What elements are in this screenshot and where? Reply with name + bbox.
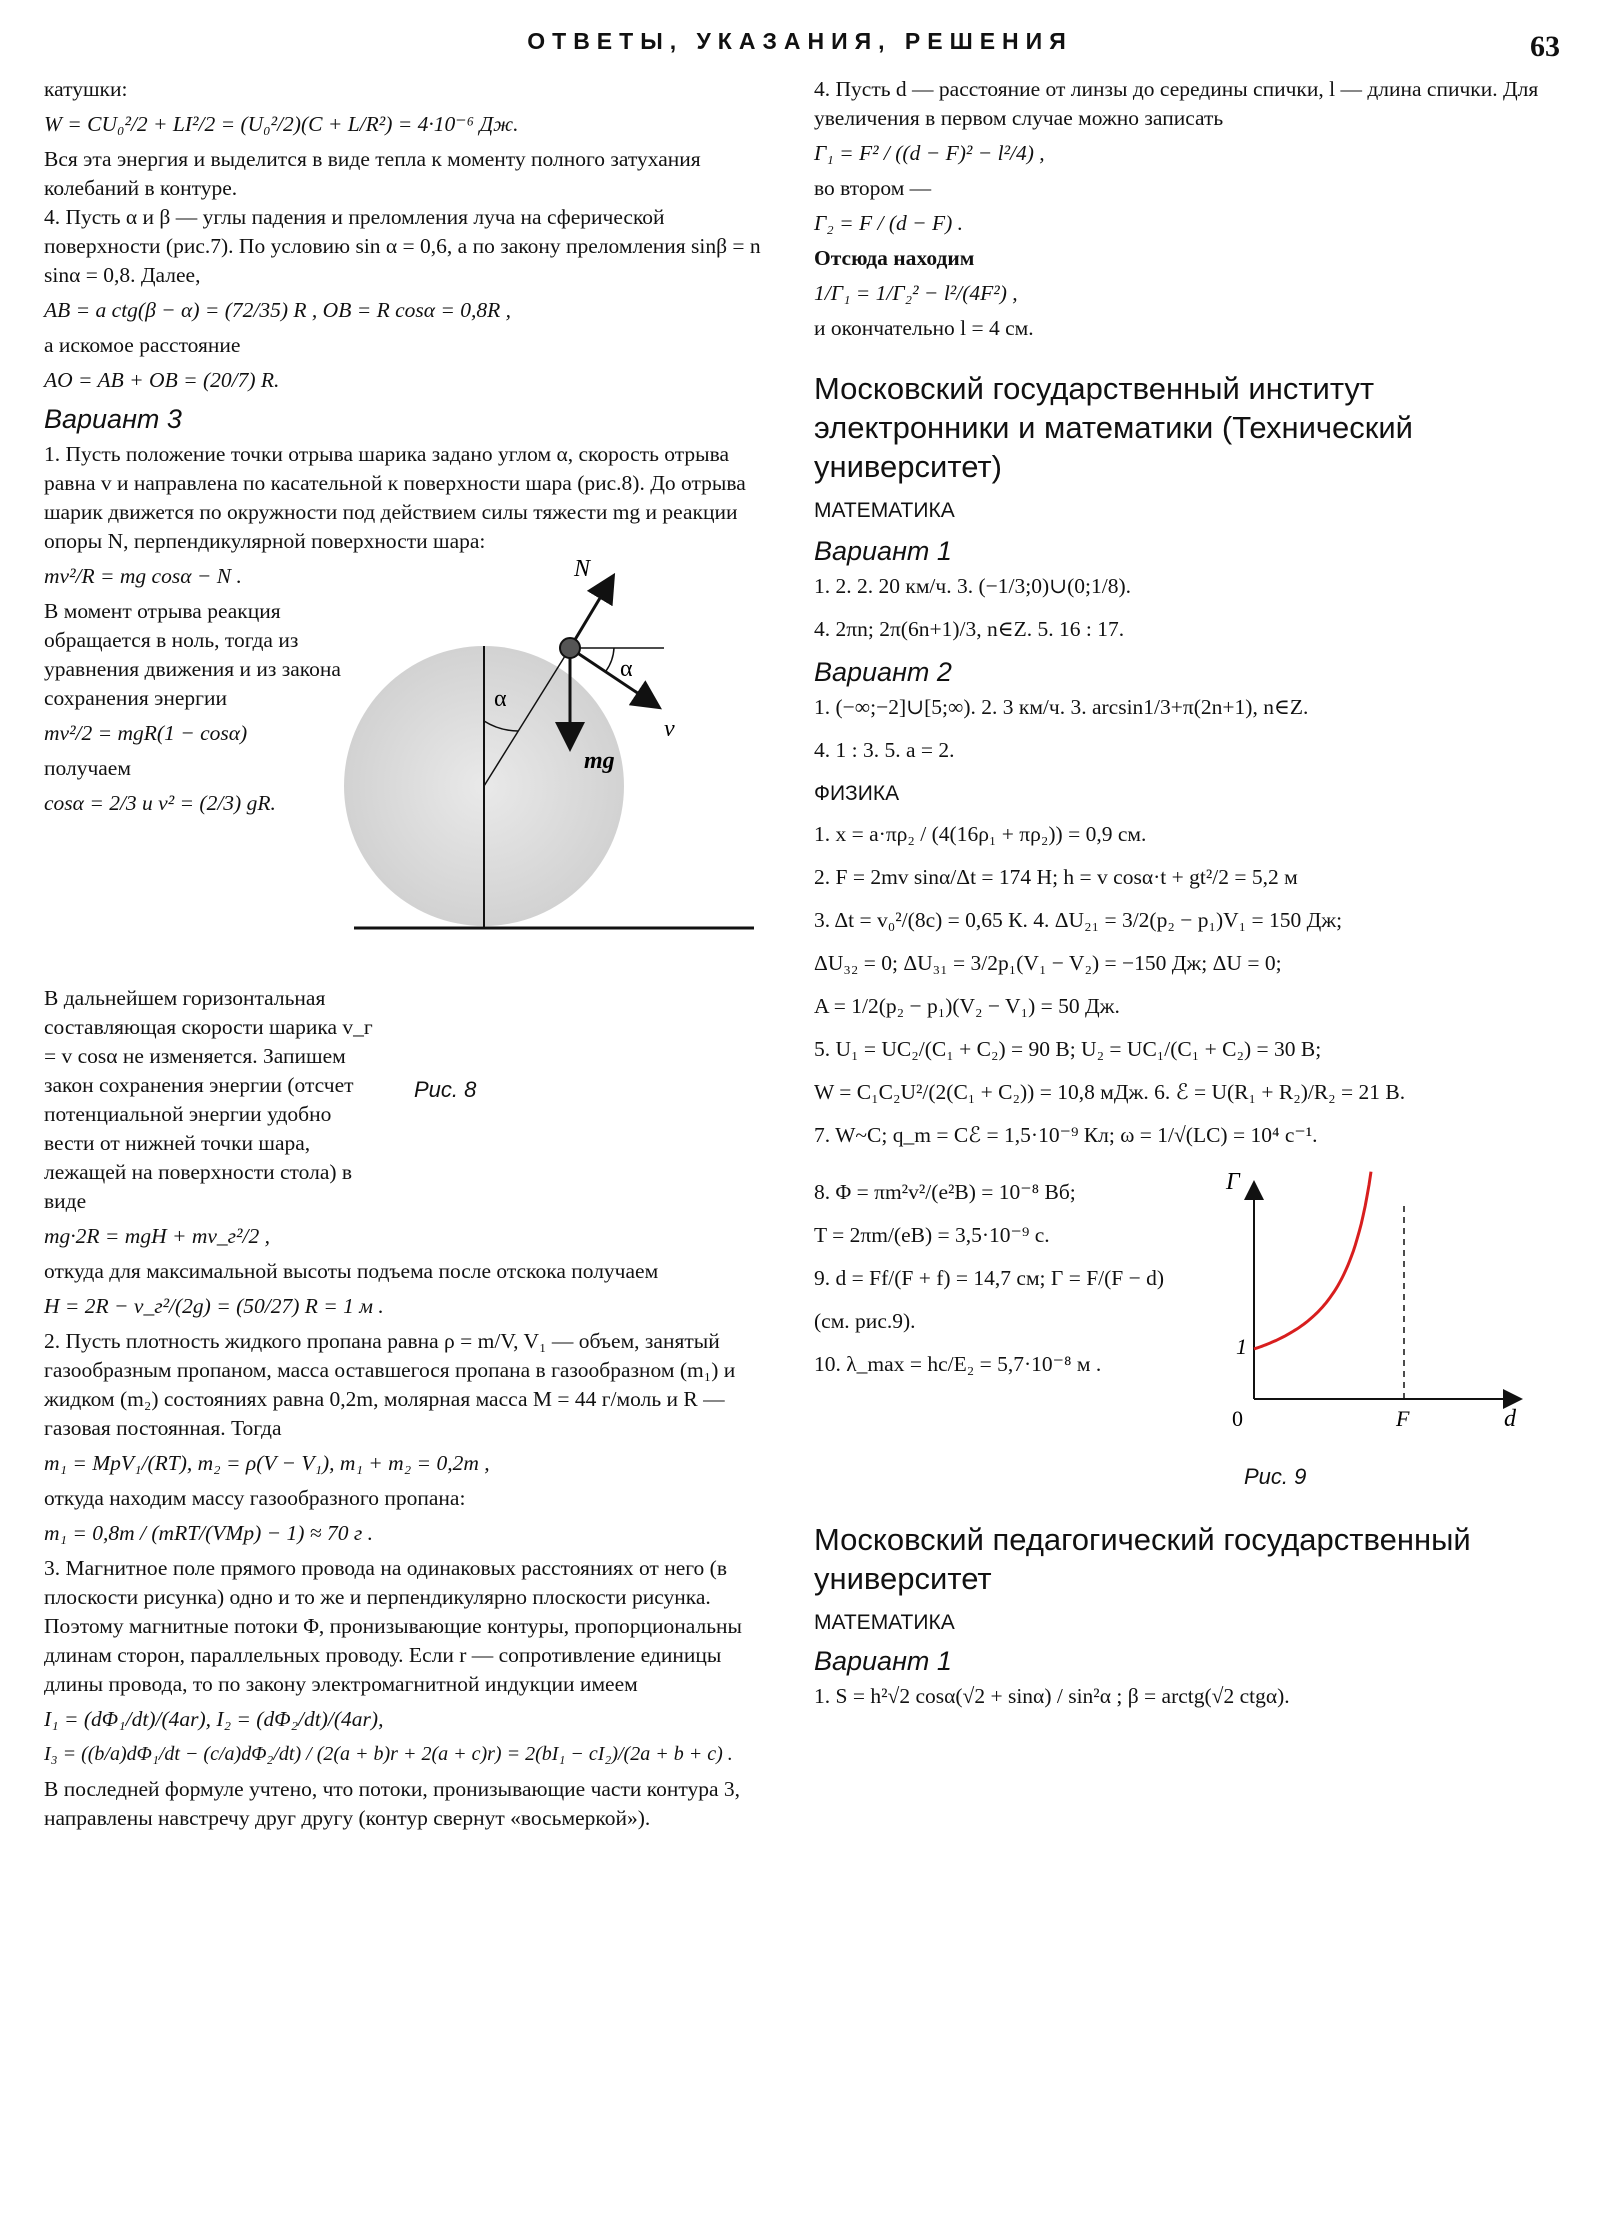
answer-line: 4. 1 : 3. 5. a = 2. (814, 738, 955, 762)
figure-8-diagram (374, 556, 754, 976)
answer-line: 1. S = h²√2 cosα(√2 + sinα) / sin²α ; β = arctg(√2 ctgα). (814, 1684, 1290, 1708)
paragraph: Вся эта энергия и выделится в виде тепла к моменту полного затухания колебаний в контуре. (44, 147, 701, 200)
variant-1-heading-2: Вариант 1 (814, 1646, 952, 1676)
paragraph-problem-4: 4. Пусть α и β — углы падения и преломления луча на сферической поверхности (рис.7). По условию sin α = 0,6, а по закону преломления sinβ = n sinα = 0,8. Далее, (44, 205, 761, 287)
answer-line: 2. F = 2mv sinα/Δt = 174 Н; h = v cosα·t + gt²/2 = 5,2 м (814, 865, 1298, 889)
text-line: а искомое расстояние (44, 333, 241, 357)
tick-label-one: 1 (1236, 1334, 1247, 1359)
figure-8-caption: Рис. 8 (414, 1077, 477, 1102)
subject-physics: ФИЗИКА (814, 782, 900, 805)
formula-height: H = 2R − v_г²/(2g) = (50/27) R = 1 м . (44, 1294, 384, 1318)
text-line: во втором — (814, 176, 932, 200)
paragraph-problem-3: 3. Магнитное поле прямого провода на одинаковых расстояниях от него (в плоскости рисунка) одно и то же и перпендикулярно плоскости рисунка. Поэтому магнитные потоки Φ, пронизывающие контуры, пропорциональны длинам сторон, параллельных проводу. Если r — сопротивление единицы длины провода, то по закону электромагнитной индукции имеем (44, 1556, 742, 1696)
paragraph-problem-4: 4. Пусть d — расстояние от линзы до середины спички, l — длина спички. Для увеличения в первом случае можно записать (814, 77, 1539, 130)
ball (560, 638, 580, 658)
caption-row (44, 984, 774, 1216)
page-number: 63 (1530, 30, 1560, 63)
answer-line: 5. U₁ = UC₂/(C₁ + C₂) = 90 В; U₂ = UC₁/(C₁ + C₂) = 30 В; (814, 1037, 1322, 1061)
axis-tick-F: F (1396, 1406, 1410, 1431)
origin-label: 0 (1232, 1406, 1243, 1431)
subject-math-2: МАТЕМАТИКА (814, 1611, 955, 1634)
running-header: ОТВЕТЫ, УКАЗАНИЯ, РЕШЕНИЯ (527, 28, 1073, 54)
formula-m1: m₁ = 0,8m / (mRT/(VMp) − 1) ≈ 70 г . (44, 1521, 373, 1545)
axis-label-gamma: Г (1226, 1169, 1240, 1195)
answer-line: 1. 2. 2. 20 км/ч. 3. (−1/3;0)∪(0;1/8). (814, 574, 1132, 598)
formula-currents: I₁ = (dΦ₁/dt)/(4ar), I₂ = (dΦ₂/dt)/(4ar), (44, 1707, 384, 1731)
answer-line: ΔU₃₂ = 0; ΔU₃₁ = 3/2p₁(V₁ − V₂) = −150 Дж; ΔU = 0; (814, 951, 1282, 975)
figure-9-plot (1226, 1164, 1534, 1484)
answer-line: 7. W~C; q_m = Cℰ = 1,5·10⁻⁹ Кл; ω = 1/√(LC) = 10⁴ с⁻¹. (814, 1123, 1318, 1147)
variant-1-heading: Вариант 1 (814, 536, 952, 566)
physics-with-figure (814, 1164, 1559, 1494)
formula-energy-2: mg·2R = mgH + mv_г²/2 , (44, 1224, 270, 1248)
formula-energy: W = CU₀²/2 + LI²/2 = (U₀²/2)(C + L/R²) = 4·10⁻⁶ Дж. (44, 112, 519, 136)
label-alpha-top: α (620, 656, 633, 682)
figure-8 (374, 556, 734, 984)
institution-heading-2: Московский педагогический государственный университет (814, 1522, 1471, 1596)
answer-line: A = 1/2(p₂ − p₁)(V₂ − V₁) = 50 Дж. (814, 994, 1120, 1018)
answer-line: 10. λ_max = hc/E₂ = 5,7·10⁻⁸ м . (814, 1352, 1102, 1376)
formula-gamma1: Γ₁ = F² / ((d − F)² − l²/4) , (814, 141, 1045, 165)
text-line: откуда находим массу газообразного пропана: (44, 1486, 466, 1510)
answer-line: 3. Δt = v₀²/(8c) = 0,65 К. 4. ΔU₂₁ = 3/2(p₂ − p₁)V₁ = 150 Дж; (814, 908, 1343, 932)
answer-line: 1. x = a·πρ₂ / (4(16ρ₁ + πρ₂)) = 0,9 см. (814, 822, 1147, 846)
answer-line: W = C₁C₂U²/(2(C₁ + C₂)) = 10,8 мДж. 6. ℰ = U(R₁ + R₂)/R₂ = 21 В. (814, 1080, 1406, 1104)
label-mg: mg (584, 748, 615, 774)
label-alpha-center: α (494, 686, 507, 712)
label-v: v (664, 716, 675, 742)
institution-heading-1: Московский государственный институт электронники и математики (Технический университет) (814, 371, 1413, 484)
wrapped-text (44, 556, 374, 984)
answer-line: 4. 2πn; 2π(6n+1)/3, n∈Z. 5. 16 : 17. (814, 617, 1125, 641)
gamma-curve (1254, 1172, 1371, 1349)
answer-line: 1. (−∞;−2]∪[5;∞). 2. 3 км/ч. 3. arcsin1/3+π(2n+1), n∈Z. (814, 695, 1309, 719)
formula-cos: cosα = 2/3 и v² = (2/3) gR. (44, 791, 276, 815)
formula-gamma2: Γ₂ = F / (d − F) . (814, 211, 964, 235)
text-line: катушки: (44, 77, 128, 101)
text-line: получаем (44, 756, 131, 780)
left-column (44, 75, 774, 1833)
normal-force-arrow (570, 578, 612, 648)
paragraph-problem-1: 1. Пусть положение точки отрыва шарика задано углом α, скорость отрыва равна v и направлена по касательной к поверхности шара (рис.8). До отрыва шарик движется по окружности под действием силы тяжести mg и реакции опоры N, перпендикулярной поверхности шара: (44, 442, 746, 553)
text-line: и окончательно l = 4 см. (814, 316, 1034, 340)
alpha-arc-top (606, 648, 614, 671)
answer-line: 9. d = Ff/(F + f) = 14,7 см; Γ = F/(F − d) (814, 1266, 1165, 1290)
answer-line: T = 2πm/(eB) = 3,5·10⁻⁹ с. (814, 1223, 1050, 1247)
text-line: Отсюда находим (814, 246, 975, 270)
figure-wrap (44, 556, 774, 984)
formula-masses: m₁ = MpV₁/(RT), m₂ = ρ(V − V₁), m₁ + m₂ = 0,2m , (44, 1451, 490, 1475)
text-line: откуда для максимальной высоты подъема после отскока получаем (44, 1259, 659, 1283)
variant-2-heading: Вариант 2 (814, 657, 952, 687)
answer-line: (см. рис.9). (814, 1309, 916, 1333)
paragraph-problem-2: 2. Пусть плотность жидкого пропана равна ρ = m/V, V₁ — объем, занятый газообразным пропаном, масса оставшегося пропана в газообразном (m₁) и жидком (m₂) состояниях равна 0,2m, молярная масса M = 44 г/моль и R — газовая постоянная. Тогда (44, 1329, 736, 1440)
right-column (814, 75, 1559, 1725)
formula-energy-conservation: mv²/2 = mgR(1 − cosα) (44, 721, 248, 745)
paragraph: В момент отрыва реакция обращается в ноль, тогда из уравнения движения и из закона сохранения энергии (44, 599, 341, 710)
axis-label-d: d (1504, 1406, 1516, 1432)
figure-9-caption: Рис. 9 (1244, 1464, 1307, 1489)
variant-3-heading: Вариант 3 (44, 404, 182, 434)
formula-ao: AO = AB + OB = (20/7) R. (44, 368, 280, 392)
formula-motion: mv²/R = mg cosα − N . (44, 564, 242, 588)
subject-math-1: МАТЕМАТИКА (814, 499, 955, 522)
paragraph: В дальнейшем горизонтальная составляющая скорости шарика v_г = v cosα не изменяется. Запишем закон сохранения энергии (отсчет потенциальной энергии удобно вести от нижней точки шара, лежащей на поверхности стола) в виде (44, 986, 373, 1213)
formula-relation: 1/Γ₁ = 1/Γ₂² − l²/(4F²) , (814, 281, 1018, 305)
paragraph: В последней формуле учтено, что потоки, пронизывающие части контура 3, направлены навстречу друг другу (контур свернут «восьмеркой»). (44, 1777, 741, 1830)
formula-i3: I₃ = ((b/a)dΦ₁/dt − (c/a)dΦ₂/dt) / (2(a + b)r + 2(a + c)r) = 2(bI₁ − cI₂)/(2a + b + c) . (44, 1743, 733, 1765)
formula-ab-ob: AB = a ctg(β − α) = (72/35) R , OB = R cosα = 0,8R , (44, 298, 512, 322)
answer-line: 8. Φ = πm²v²/(e²B) = 10⁻⁸ Вб; (814, 1180, 1076, 1204)
answers-block (814, 1174, 1234, 1393)
figure-9 (1226, 1164, 1534, 1491)
label-N: N (574, 556, 591, 582)
